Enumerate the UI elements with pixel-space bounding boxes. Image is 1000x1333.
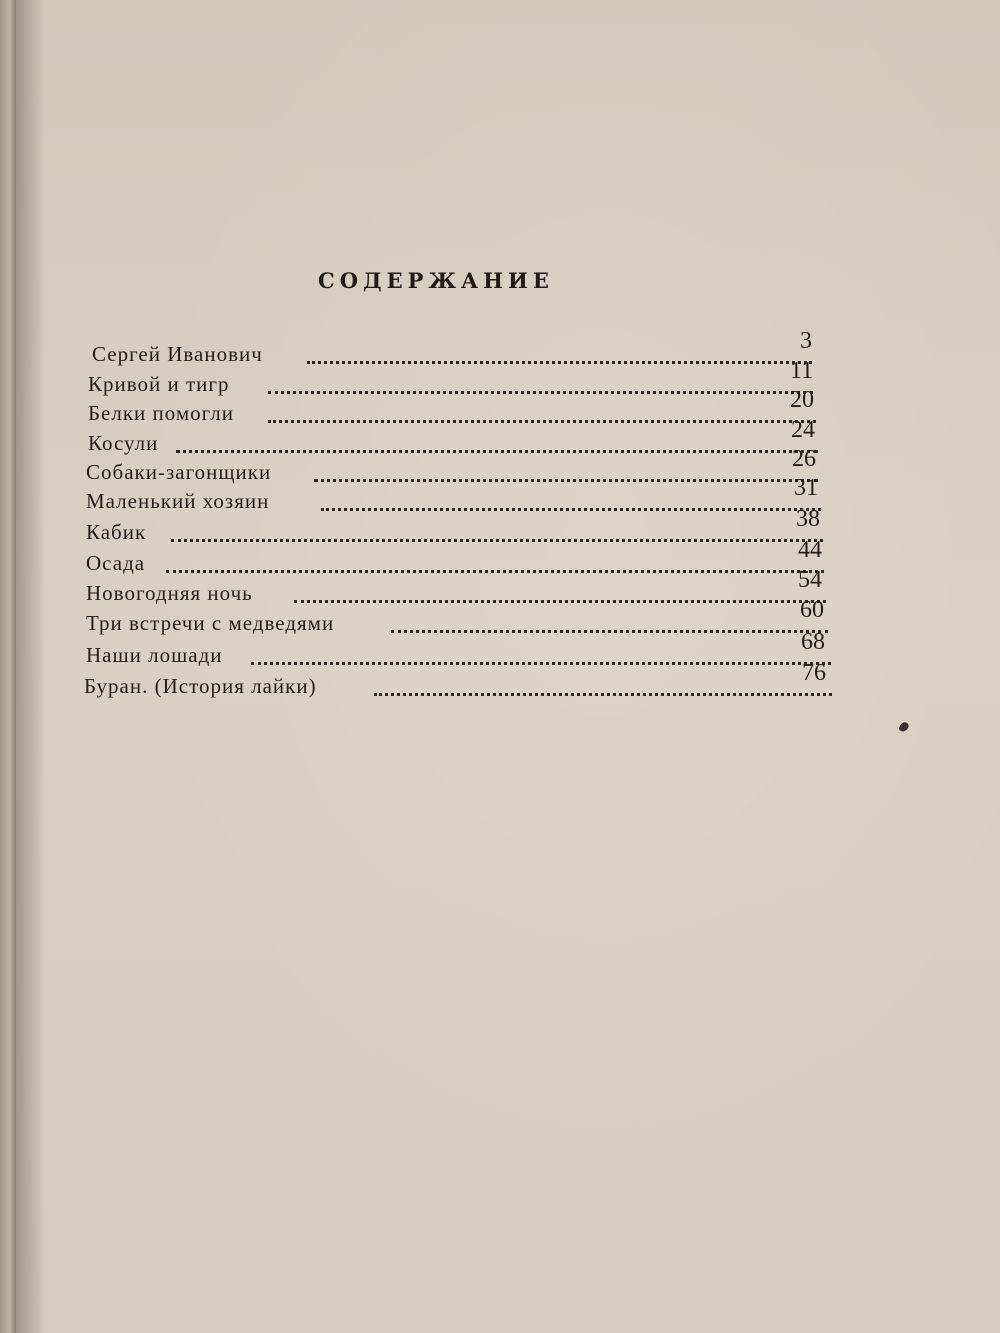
toc-entry-title: Наши лошади: [86, 643, 223, 667]
previous-page-edge: [0, 0, 16, 1333]
toc-entry-title: Собаки-загонщики: [86, 460, 272, 484]
toc-entry-title: Осада: [86, 551, 146, 575]
toc-entry-title: Маленький хозяин: [86, 489, 270, 513]
toc-leader-dots: [314, 454, 818, 482]
toc-leader-dots: [166, 545, 824, 573]
toc-leader-dots: [391, 605, 828, 633]
toc-leader-dots: [294, 575, 826, 603]
toc-entry: [84, 660, 840, 702]
toc-entry-page: 60: [800, 597, 824, 623]
toc-entry: [86, 506, 830, 548]
toc-entry-title: Сергей Иванович: [92, 342, 263, 366]
toc-entry-title: Белки помогли: [88, 401, 234, 425]
toc-entry-title: Три встречи с медведями: [86, 611, 335, 635]
toc-entry-page: 20: [790, 387, 814, 413]
toc-entry-page: 31: [794, 475, 818, 501]
toc-leader-dots: [268, 395, 816, 423]
toc-entry-title: Кривой и тигр: [88, 372, 230, 396]
toc-heading: СОДЕРЖАНИЕ: [318, 268, 554, 293]
toc-entry-page: 24: [791, 417, 815, 443]
toc-entry: [86, 475, 828, 517]
toc-entry-page: 68: [801, 629, 825, 655]
toc-entry-page: 38: [796, 506, 820, 532]
toc-leader-dots: [321, 483, 821, 511]
toc-entry-page: 3: [800, 328, 812, 354]
toc-entry-page: 26: [792, 446, 816, 472]
toc-leader-dots: [307, 336, 812, 364]
toc-list: [16, 0, 1000, 1333]
book-page: [16, 0, 1000, 1333]
toc-leader-dots: [251, 637, 831, 665]
toc-entry-title: Буран. (История лайки): [84, 674, 317, 698]
toc-leader-dots: [268, 366, 813, 394]
toc-entry-page: 76: [802, 660, 826, 686]
toc-leader-dots: [374, 668, 832, 696]
toc-entry-page: 44: [798, 537, 822, 563]
toc-entry-page: 11: [790, 358, 814, 384]
toc-entry-title: Кабик: [86, 520, 147, 544]
toc-entry: [86, 597, 836, 639]
toc-entry-page: 54: [798, 567, 822, 593]
toc-entry-title: Косули: [88, 431, 159, 455]
toc-leader-dots: [171, 514, 823, 542]
toc-entry: [86, 629, 838, 671]
toc-leader-dots: [176, 425, 818, 453]
toc-entry-title: Новогодняя ночь: [86, 581, 253, 605]
